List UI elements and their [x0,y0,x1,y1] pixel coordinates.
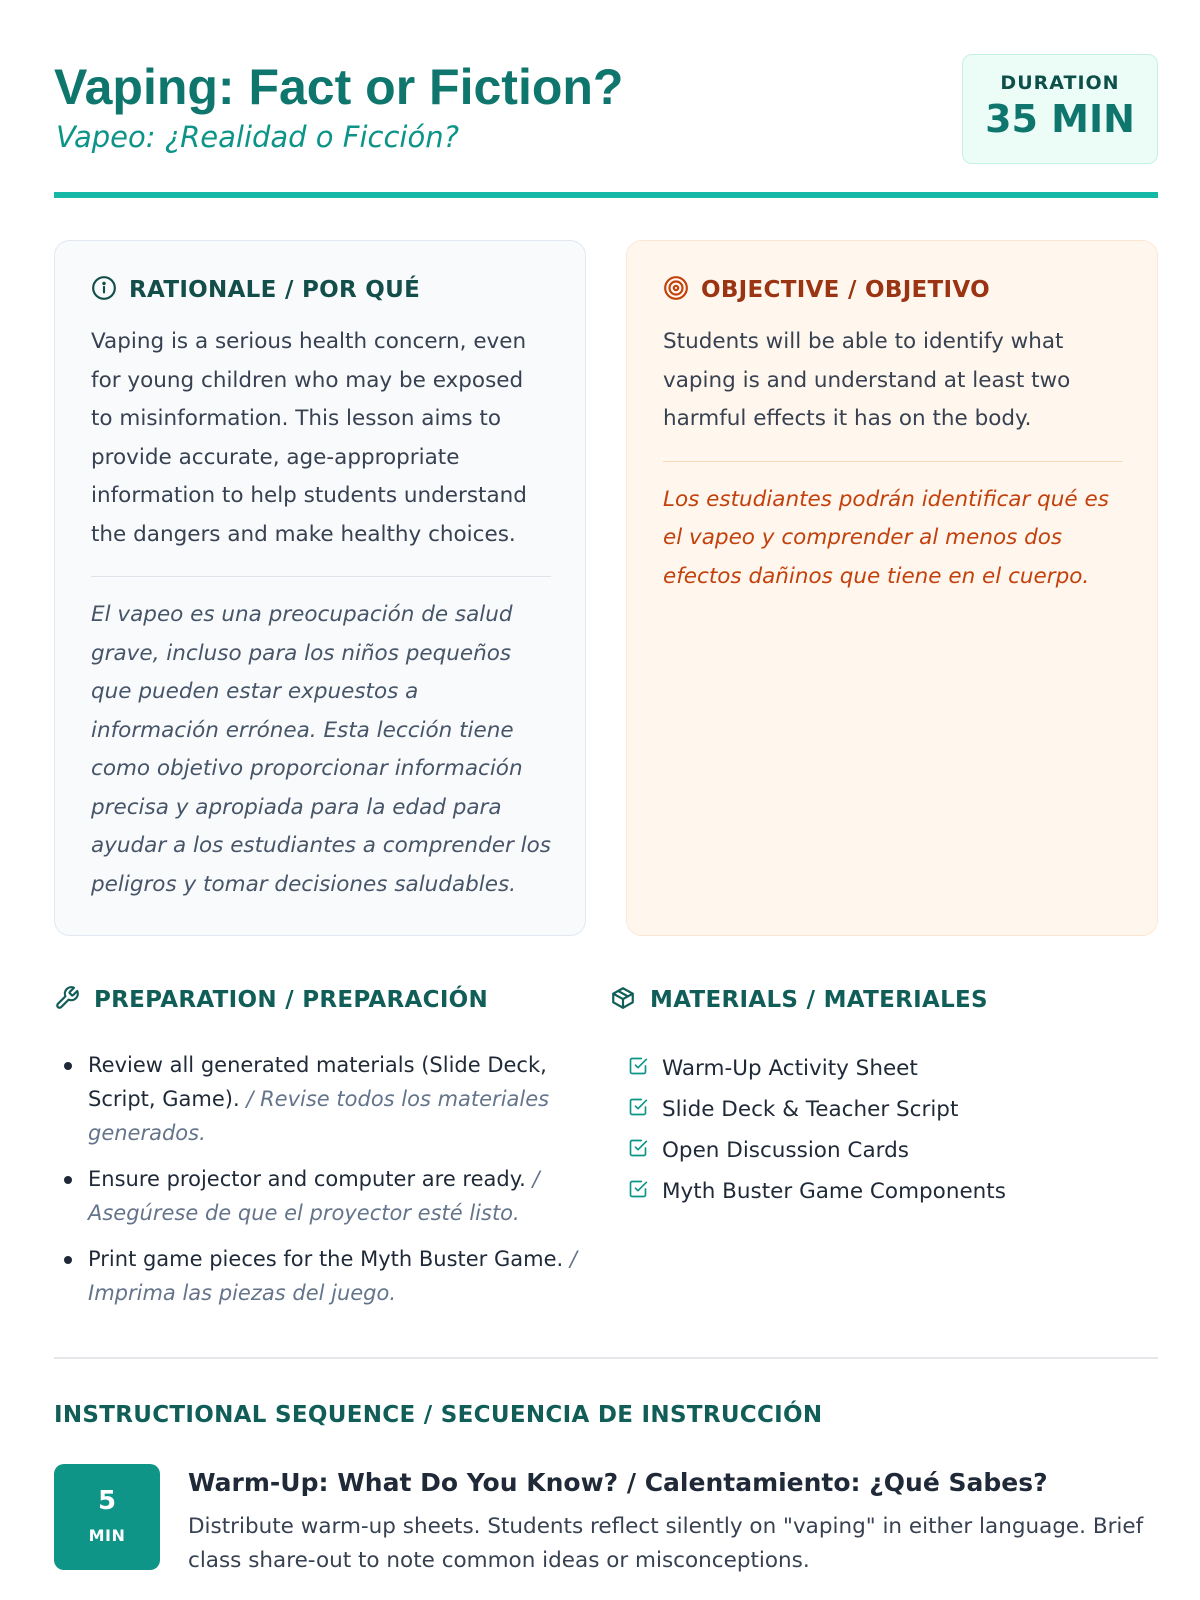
bullet-icon [64,1176,72,1184]
materials-list [628,1048,1148,1212]
page-subtitle: Vapeo: ¿Realidad o Ficción? [56,120,459,154]
wrench-icon [54,985,80,1015]
material-label: Warm-Up Activity Sheet [662,1056,918,1081]
prep-item-spanish: / Asegúrese de que el proyector esté listo. [88,1167,540,1225]
rationale-header [91,275,420,305]
prep-item-spanish: / Revise todos los materiales generados. [88,1087,550,1145]
header [54,54,1158,199]
materials-title: MATERIALS / MATERIALES [650,987,988,1013]
rationale-title: RATIONALE / POR QUÉ [129,277,421,303]
rationale-english: Vaping is a serious health concern, even for young children who may be exposed to misinformation. This lesson aims to provide accurate, age-appropriate information to help students understand the dangers and make healthy choices. [91,329,527,547]
info-icon [91,275,117,305]
rationale-divider [91,576,551,577]
step-description: Distribute warm-up sheets. Students reflect silently on "vaping" in either language. Brief class share-out to note common ideas or misconceptions. [188,1514,1144,1573]
material-label: Slide Deck & Teacher Script [662,1097,959,1122]
objective-header [663,275,990,305]
lesson-plan-page [54,0,1158,1600]
list-item [64,1242,584,1310]
list-item [628,1171,1148,1212]
prep-item-english: Print game pieces for the Myth Buster Game. [88,1247,564,1271]
preparation-list [64,1048,584,1322]
box-icon [610,985,636,1015]
duration-label: DURATION [1000,72,1120,94]
objective-card [626,240,1158,936]
rationale-body [91,323,551,904]
step-title: Warm-Up: What Do You Know? / Calentamiento: ¿Qué Sabes? [188,1468,1048,1497]
header-divider [54,192,1158,198]
objective-title: OBJECTIVE / OBJETIVO [701,277,990,303]
rationale-card [54,240,586,936]
bullet-icon [64,1256,72,1264]
duration-value: 35 MIN [985,97,1135,141]
target-icon [663,275,689,305]
objective-divider [663,461,1123,462]
materials-header [610,985,988,1015]
checkbox-checked-icon [628,1056,648,1082]
sequence-step [54,1464,1158,1574]
step-unit: MIN [88,1526,126,1545]
objective-body [663,323,1123,596]
list-item [628,1130,1148,1171]
sequence-title: INSTRUCTIONAL SEQUENCE / SECUENCIA DE INSTRUCCIÓN [54,1402,823,1428]
list-item [628,1089,1148,1130]
bullet-icon [64,1062,72,1070]
prep-item-english: Review all generated materials (Slide Deck, Script, Game). [88,1053,547,1111]
objective-spanish: Los estudiantes podrán identificar qué es el vapeo y comprender al menos dos efectos dañinos que tiene en el cuerpo. [663,486,1109,589]
prep-item-english: Ensure projector and computer are ready. [88,1167,526,1191]
checkbox-checked-icon [628,1179,648,1205]
duration-badge [962,54,1158,164]
section-divider [54,1357,1158,1359]
step-minutes: 5 [97,1486,117,1516]
list-item [64,1162,584,1230]
prep-item-spanish: / Imprima las piezas del juego. [88,1247,577,1305]
preparation-header [54,985,488,1015]
step-duration-badge [54,1464,160,1570]
page-title: Vaping: Fact or Fiction? [54,59,624,115]
list-item [64,1048,584,1150]
material-label: Open Discussion Cards [662,1138,909,1163]
checkbox-checked-icon [628,1097,648,1123]
rationale-spanish: El vapeo es una preocupación de salud grave, incluso para los niños pequeños que pueden estar expuestos a información errónea. Esta lección tiene como objetivo proporcionar información precisa y apropiada para la edad para ayudar a los estudiantes a comprender los peligros y tomar decisiones saludables. [91,602,551,897]
preparation-title: PREPARATION / PREPARACIÓN [94,987,489,1013]
material-label: Myth Buster Game Components [662,1179,1006,1204]
list-item [628,1048,1148,1089]
objective-english: Students will be able to identify what vaping is and understand at least two harmful effects it has on the body. [663,329,1071,431]
checkbox-checked-icon [628,1138,648,1164]
